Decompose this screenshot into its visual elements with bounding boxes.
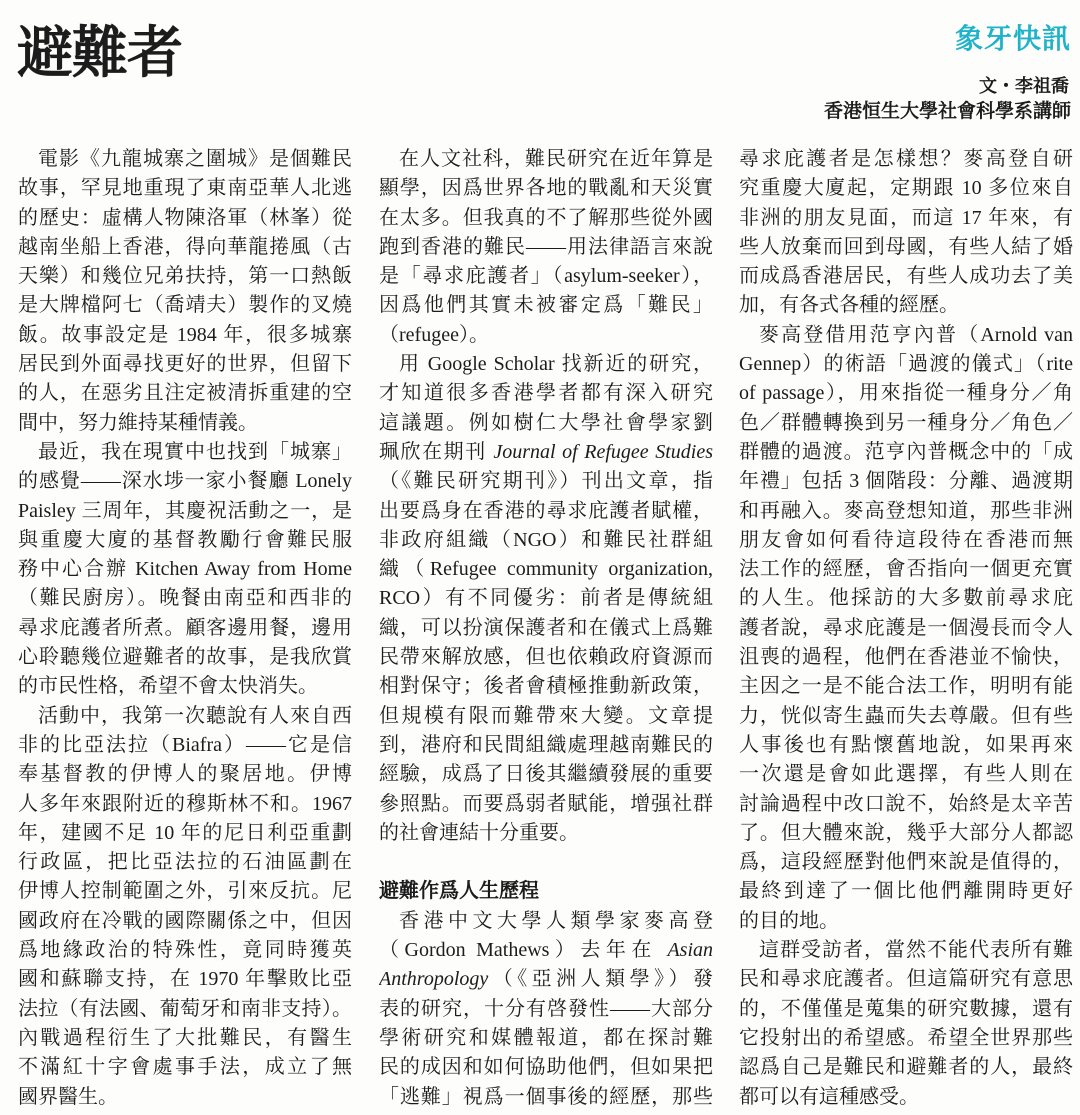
text-line: 務中心合辦 Kitchen Away from Home — [18, 558, 352, 581]
text-line: 才知道很多香港學者都有深入研究 — [379, 382, 713, 405]
italic-publication-title: Journal of Refugee Studies — [493, 440, 713, 463]
text-line: 飯。故事設定是 1984 年，很多城寨 — [18, 323, 352, 346]
text-line: 表的研究，十分有啓發性——大部分 — [379, 997, 713, 1020]
text-line: 天樂）和幾位兄弟扶持，第一口熱飯 — [18, 265, 352, 288]
italic-publication-title: Asian — [667, 939, 713, 962]
text-line — [379, 965, 713, 994]
text-line: 織，可以扮演保護者和在儀式上爲難 — [379, 616, 713, 639]
text-line: 經驗，成爲了日後其繼續發展的重要 — [379, 763, 713, 786]
text-line: 法拉（有法國、葡萄牙和南非支持）。 — [18, 997, 352, 1020]
headline: 避難者 — [17, 21, 182, 84]
text-line: 間中，努力維持某種情義。 — [18, 411, 258, 434]
text-line: 是「尋求庇護者」（asylum-seeker）， — [379, 265, 713, 288]
text-line: 是大牌檔阿七（喬靖夫）製作的叉燒 — [18, 294, 352, 317]
text-line: 伊博人控制範圍之外，引來反抗。尼 — [18, 880, 352, 903]
text-line: 參照點。而要爲弱者賦能，增强社群 — [379, 792, 713, 815]
text-line: Gennep）的術語「過渡的儀式」（rite — [739, 353, 1073, 376]
column-name: 象牙快訊 — [954, 23, 1071, 54]
text-segment: （《亞洲人類學》）發 — [488, 968, 713, 991]
text-line: 了。但大體來說，幾乎大部分人都認 — [739, 821, 1073, 844]
text-line: 討論過程中改口說不，始終是太辛苦 — [739, 792, 1073, 815]
text-line: 的感覺——深水埗一家小餐廳 Lonely — [18, 470, 352, 493]
text-line: 非政府組織（NGO）和難民社群組 — [379, 528, 713, 551]
paragraph — [739, 321, 1073, 936]
text-line: 國和蘇聯支持，在 1970 年擊敗比亞 — [18, 968, 352, 991]
text-line: 相對保守；後者會積極推動新政策， — [379, 675, 713, 698]
text-line: 非洲的朋友見面，而這 17 年來，有 — [739, 206, 1073, 229]
text-line: 加，有各式各種的經歷。 — [739, 294, 959, 317]
article-column-2 — [379, 145, 713, 1112]
text-line: 行政區，把比亞法拉的石油區劃在 — [18, 851, 352, 874]
text-line: 人事後也有點懷舊地說，如果再來 — [739, 733, 1073, 756]
text-line: 護者說，尋求庇護是一個漫長而令人 — [739, 616, 1073, 639]
text-line: 群體的過渡。范亨內普概念中的「成 — [739, 440, 1073, 463]
text-line: 主因之一是不能合法工作，明明有能 — [739, 675, 1073, 698]
text-line: 越南坐船上香港，得向華龍捲風（古 — [18, 235, 352, 258]
text-line: 爲，這段經歷對他們來說是值得的， — [739, 851, 1073, 874]
text-line: 奉基督教的伊博人的聚居地。伊博 — [18, 763, 352, 786]
text-line: 的歷史：虛構人物陳洛軍（林峯）從 — [18, 206, 352, 229]
text-line: 心聆聽幾位避難者的故事，是我欣賞 — [18, 646, 352, 669]
text-line: 尋求庇護者是怎樣想？麥高登自研 — [739, 148, 1073, 170]
text-line: 民的成因和如何協助他們，但如果把 — [379, 1056, 713, 1079]
text-line: 這群受訪者，當然不能代表所有難 — [759, 939, 1073, 962]
text-line: of passage），用來指從一種身分／角 — [739, 382, 1073, 405]
text-line: 「逃難」視爲一個事後的經歷，那些 — [379, 1085, 713, 1108]
text-line: 在太多。但我真的不了解那些從外國 — [379, 206, 713, 229]
text-line: 在人文社科，難民研究在近年算是 — [399, 148, 713, 170]
text-line: 究重慶大廈起，定期跟 10 多位來自 — [739, 177, 1073, 200]
article-column-3 — [739, 145, 1073, 1112]
text-line: 都可以有這種感受。 — [739, 1085, 919, 1108]
text-line: 與重慶大廈的基督教勵行會難民服 — [18, 528, 352, 551]
text-segment: （Gordon Mathews）去年在 — [379, 939, 668, 962]
text-line: 色／群體轉換到另一種身分／角色／ — [739, 411, 1073, 434]
text-line: 的人，在惡劣且注定被清拆重建的空 — [18, 382, 352, 405]
text-line: 學術研究和媒體報道，都在探討難 — [379, 1026, 713, 1049]
section-subheading: 避難作爲人生歷程 — [379, 880, 539, 903]
text-line: 人多年來跟附近的穆斯林不和。1967 — [18, 792, 352, 815]
text-line: 麥高登借用范亨內普（Arnold van — [759, 323, 1073, 346]
text-line: 這議題。例如樹仁大學社會學家劉 — [379, 411, 713, 434]
text-line: 用 Google Scholar 找新近的研究， — [399, 353, 713, 376]
text-line: 民和尋求庇護者。但這篇研究有意思 — [739, 968, 1073, 991]
text-line: 些人放棄而回到母國，有些人結了婚 — [739, 235, 1073, 258]
text-line: 最近，我在現實中也找到「城寨」 — [38, 440, 352, 463]
text-line: 的人生。他採訪的大多數前尋求庇 — [739, 587, 1073, 610]
text-line: 爲地緣政治的特殊性，竟同時獲英 — [18, 939, 352, 962]
text-segment: 珮欣在期刊 — [379, 440, 494, 463]
text-line: 的目的地。 — [739, 909, 839, 932]
text-line: 的社會連結十分重要。 — [379, 821, 579, 844]
text-line: 到，港府和民間組織處理越南難民的 — [379, 733, 713, 756]
text-line: 朋友會如何看待這段待在香港而無 — [739, 528, 1073, 551]
paragraph — [18, 438, 352, 702]
text-line: 年，建國不足 10 年的尼日利亞重劃 — [18, 821, 352, 844]
italic-publication-title: Anthropology — [379, 968, 489, 991]
paragraph — [18, 702, 352, 1112]
text-line: （《難民研究期刊》）刊出文章，指 — [379, 470, 713, 493]
text-line: 故事，罕見地重現了東南亞華人北逃 — [18, 177, 352, 200]
paragraph — [379, 350, 713, 848]
text-line: 和再融入。麥高登想知道，那些非洲 — [739, 499, 1073, 522]
paragraph — [739, 936, 1073, 1112]
text-line: 年禮」包括 3 個階段：分離、過渡期 — [739, 470, 1073, 493]
text-line: 但規模有限而難帶來大變。文章提 — [379, 704, 713, 727]
text-line: 的，不僅僅是蒐集的研究數據，還有 — [739, 997, 1073, 1020]
text-line: 國政府在冷戰的國際關係之中，但因 — [18, 909, 352, 932]
text-line: Paisley 三周年，其慶祝活動之一，是 — [18, 499, 352, 522]
text-line: 出要爲身在香港的尋求庇護者賦權， — [379, 499, 713, 522]
text-line: RCO）有不同優劣：前者是傳統組 — [379, 587, 713, 610]
paragraph-continued — [739, 145, 1073, 321]
text-line — [379, 438, 713, 467]
text-line: 香港中文大學人類學家麥高登 — [399, 909, 713, 932]
text-line: （難民廚房）。晚餐由南亞和西非的 — [18, 587, 352, 610]
text-line: 顯學，因爲世界各地的戰亂和天災實 — [379, 177, 713, 200]
text-line: 認爲自己是難民和避難者的人，最終 — [739, 1056, 1073, 1079]
text-line: 法工作的經歷，會否指向一個更充實 — [739, 558, 1073, 581]
text-line: 活動中，我第一次聽說有人來自西 — [38, 704, 352, 727]
text-line: 不滿紅十字會處事手法，成立了無 — [18, 1056, 352, 1079]
paragraph — [379, 907, 713, 1112]
text-line: 織（Refugee community organization, — [379, 558, 713, 581]
text-line: 尋求庇護者所煮。顧客邊用餐，邊用 — [18, 616, 352, 639]
paragraph — [18, 145, 352, 438]
text-line: 非的比亞法拉（Biafra）——它是信 — [18, 733, 352, 756]
text-line: 國界醫生。 — [18, 1085, 118, 1108]
text-line: 它投射出的希望感。希望全世界那些 — [739, 1026, 1073, 1049]
text-line: 跑到香港的難民——用法律語言來說 — [379, 235, 713, 258]
text-line — [379, 936, 713, 965]
text-line: 力，恍似寄生蟲而失去尊嚴。但有些 — [739, 704, 1073, 727]
text-line: 民帶來解放感，但也依賴政府資源而 — [379, 646, 713, 669]
text-line: 而成爲香港居民，有些人成功去了美 — [739, 265, 1073, 288]
paragraph — [379, 145, 713, 350]
text-line: 居民到外面尋找更好的世界，但留下 — [18, 353, 352, 376]
text-line: 內戰過程衍生了大批難民，有醫生 — [18, 1026, 352, 1049]
text-line: （refugee）。 — [379, 323, 489, 346]
article-column-1 — [18, 145, 352, 1112]
text-line: 電影《九龍城寨之圍城》是個難民 — [38, 148, 352, 170]
text-line: 一次還是會如此選擇，有些人則在 — [739, 763, 1073, 786]
text-line: 的市民性格，希望不會太快消失。 — [18, 675, 318, 698]
text-line: 因爲他們其實未被審定爲「難民」 — [379, 294, 713, 317]
author-affiliation: 香港恒生大學社會科學系講師 — [823, 101, 1071, 122]
text-line: 最終到達了一個比他們離開時更好 — [739, 880, 1073, 903]
byline: 文・李祖喬 — [979, 76, 1069, 96]
text-line: 沮喪的過程，他們在香港並不愉快， — [739, 646, 1073, 669]
